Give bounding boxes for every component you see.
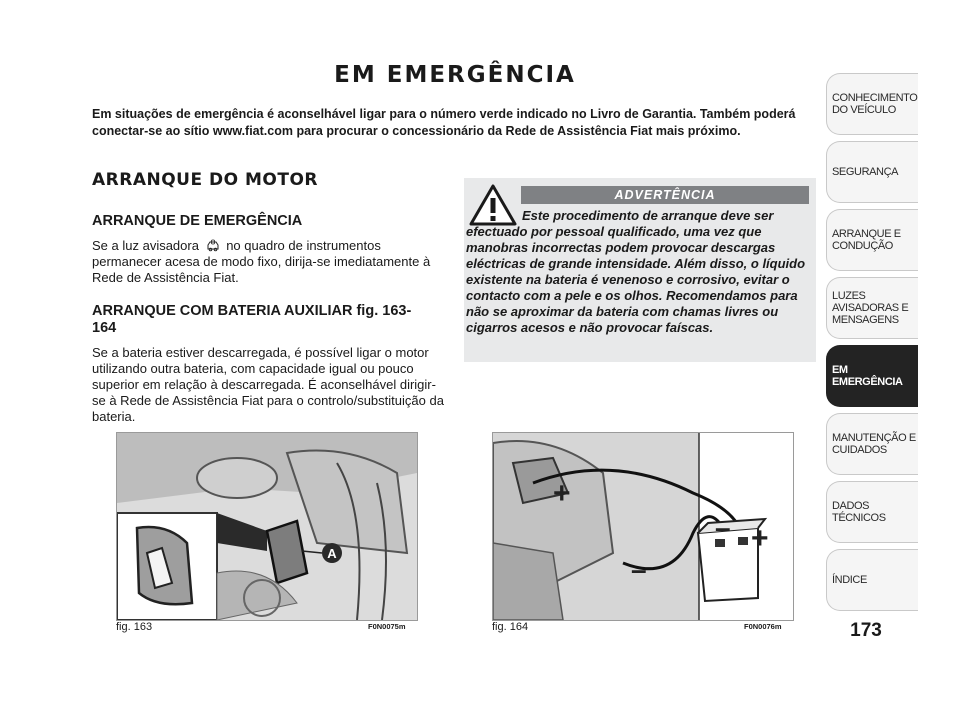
- figure-164-label: fig. 164: [492, 621, 529, 633]
- page-title: EM EMERGÊNCIA: [334, 62, 576, 88]
- figure-163-code: F0N0075m: [368, 622, 406, 631]
- auxiliary-battery-title: ARRANQUE COM BATERIA AUXILIAR fig. 163-164: [92, 303, 412, 336]
- tab-luzes-avisadoras[interactable]: [826, 277, 918, 339]
- tab-dados-tecnicos[interactable]: [826, 481, 918, 543]
- plus-sign-battery: +: [751, 522, 769, 555]
- section-title: ARRANQUE DO MOTOR: [92, 170, 318, 190]
- tab-arranque-e-conducao[interactable]: [826, 209, 918, 271]
- page-number: 173: [850, 620, 882, 641]
- tab-manutencao-e-cuidados[interactable]: [826, 413, 918, 475]
- warning-body: Este procedimento de arranque deve ser efectuado por pessoal qualificado, uma vez que manobras incorrectas podem provocar descargas eléctricas de grande intensidade. Além disso, o líquido existente na bateria é venenoso e corrosivo, evitar o contacto com a pele e os olhos. Recomendamos para não se aproximar da bateria com chamas livres ou cigarros acesos e não provocar faíscas.: [466, 208, 806, 335]
- tab-label: SEGURANÇA: [832, 166, 899, 178]
- warning-heading: ADVERTÊNCIA: [521, 186, 809, 204]
- figure-163-label: fig. 163: [116, 621, 153, 633]
- immobilizer-warning-icon: [205, 239, 221, 252]
- tab-indice[interactable]: [826, 549, 918, 611]
- minus-sign-battery: –: [715, 512, 731, 543]
- plus-sign-left: +: [553, 477, 571, 510]
- tab-label: CONHECIMENTO DO VEÍCULO: [832, 92, 918, 116]
- emergency-text-before: Se a luz avisadora: [92, 238, 199, 253]
- tab-label: LUZES AVISADORAS E MENSAGENS: [832, 290, 909, 326]
- tab-label: ÍNDICE: [832, 574, 867, 586]
- auxiliary-battery-text: Se a bateria estiver descarregada, é possível ligar o motor utilizando outra bateria, com capacidade igual ou pouco superior em relação à descarregada. É aconselhável dirigir-se à Rede de Assistência Fiat para o controlo/substituição da bateria.: [92, 345, 444, 424]
- tab-label: EM EMERGÊNCIA: [832, 364, 903, 388]
- figure-163-image: [116, 432, 418, 621]
- emergency-start-title: ARRANQUE DE EMERGÊNCIA: [92, 213, 303, 229]
- tab-label: ARRANQUE E CONDUÇÃO: [832, 228, 901, 252]
- callout-a: A: [327, 546, 337, 561]
- emergency-text-after: no quadro de instrumentos permanecer acesa de modo fixo, dirija-se imediatamente à Rede de Assistência Fiat.: [92, 238, 431, 285]
- figure-164-image: [492, 432, 794, 621]
- tab-em-emergencia[interactable]: [826, 345, 918, 407]
- tab-conhecimento-do-veiculo[interactable]: [826, 73, 918, 135]
- tab-label: DADOS TÉCNICOS: [832, 500, 886, 524]
- figure-164-code: F0N0076m: [744, 622, 782, 631]
- tab-label: MANUTENÇÃO E CUIDADOS: [832, 432, 916, 456]
- warning-text: [466, 208, 810, 336]
- emergency-start-text: [92, 238, 442, 286]
- minus-sign-left: –: [631, 554, 647, 585]
- tab-seguranca[interactable]: [826, 141, 918, 203]
- intro-paragraph: Em situações de emergência é aconselhável ligar para o número verde indicado no Livro de Garantia. Também poderá conectar-se ao sítio www.fiat.com para procurar o concessionário da Rede de Assistência Fiat mais próximo.: [92, 107, 796, 138]
